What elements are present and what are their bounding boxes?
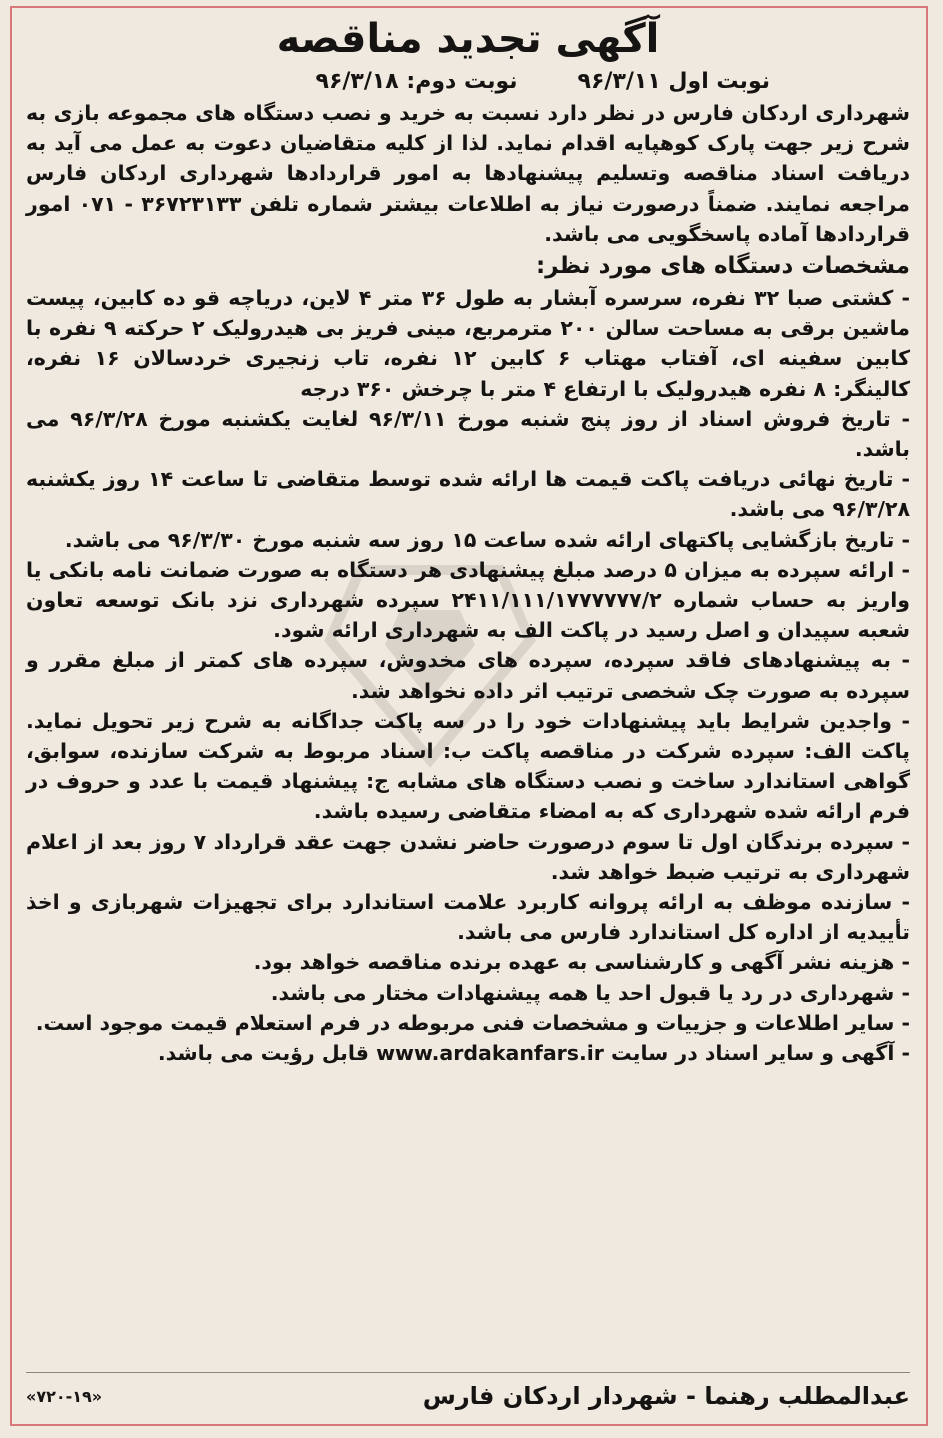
spec-heading: مشخصات دستگاه های مورد نظر: [536,253,910,280]
footer-divider [26,1372,910,1373]
list-item: - آگهی و سایر اسناد در سایت www.ardakanfars.ir قابل رؤیت می باشد. [157,1041,910,1066]
list-item: - ارائه سپرده به میزان ۵ درصد مبلغ پیشنهادی هر دستگاه به صورت ضمانت نامه بانکی یا واریز به حساب شماره ۲۴۱۱/۱۱۱/۱۷۷۷۷۷۷/۲ سپرده شهرداری نزد بانک توسعه تعاون شعبه سپیدان و اصل رسید در پاکت الف به شهرداری ارائه شود. [26,557,911,643]
list-item: - سازنده موظف به ارائه پروانه کاربرد علامت استاندارد برای تجهیزات شهربازی و اخذ تأییدیه از اداره کل استاندارد فارس می باشد. [26,890,910,945]
reference-code: «۷۲۰-۱۹» [26,1386,103,1406]
list-item: - هزینه نشر آگهی و کارشناسی به عهده برنده مناقصه خواهد بود. [253,950,910,975]
list-item: - به پیشنهادهای فاقد سپرده، سپرده های مخدوش، سپرده های کمتر از مبلغ مقرر و سپرده به صورت چک شخصی ترتیب اثر داده نخواهد شد. [26,648,910,703]
list-item: - سایر اطلاعات و جزییات و مشخصات فنی مربوطه در فرم استعلام قیمت موجود است. [35,1010,910,1035]
notice-title: آگهی تجدید مناقصه [276,16,660,62]
first-round-date: نوبت اول ۹۶/۳/۱۱ [577,69,770,94]
second-round-date: نوبت دوم: ۹۶/۳/۱۸ [315,69,518,94]
notice-body [26,12,910,1068]
list-item: - واجدین شرایط باید پیشنهادات خود را در سه پاکت جداگانه به شرح زیر تحویل نماید. پاکت الف: سپرده شرکت در مناقصه پاکت ب: اسناد مربوط به شرکت سازنده، سوابق، گواهی استاندارد ساخت و نصب دستگاه های مشابه ج: پیشنهاد قیمت با عدد و حروف در فرم ارائه شده شهرداری که به امضاء متقاضی رسیده باشد. [26,708,910,824]
list-item: - تاریخ فروش اسناد از روز پنج شنبه مورخ ۹۶/۳/۱۱ لغایت یکشنبه مورخ ۹۶/۳/۲۸ می باشد. [26,406,910,462]
publication-dates [26,66,770,98]
list-item: - کشتی صبا ۳۲ نفره، سرسره آبشار به طول ۳۶ متر ۴ لاین، دریاچه قو ده کابین، پیست ماشین برقی به مساحت سالن ۲۰۰ مترمربع، مینی فریز بی هیدرولیک ۲ حرکته ۹ نفره با کابین سفینه ای، آفتاب مهتاب ۶ کابین ۱۲ نفره، تاب زنجیری خردسالان ۱۶ نفره، کالینگر: ۸ نفره هیدرولیک با ارتفاع ۴ متر با چرخش ۳۶۰ درجه [26,286,911,401]
notice-footer [26,1382,910,1410]
list-item: - تاریخ بازگشایی پاکتهای ارائه شده ساعت ۱۵ روز سه شنبه مورخ ۹۶/۳/۳۰ می باشد. [64,527,910,552]
intro-paragraph: شهرداری اردکان فارس در نظر دارد نسبت به خرید و نصب دستگاه های مجموعه بازی به شرح زیر جهت پارک کوهپایه اقدام نماید. لذا از کلیه متقاضیان دعوت به عمل می آید به دریافت اسناد مناقصه وتسلیم پیشنهادها به امور قراردادها شهرداری اردکان فارس مراجعه نمایند. ضمناً درصورت نیاز به اطلاعات بیشتر شماره تلفن ۳۶۷۲۳۱۳۳ - ۰۷۱ امور قراردادها آماده پاسخگویی می باشد. [26,101,910,246]
list-item: - شهرداری در رد یا قبول احد یا همه پیشنهادات مختار می باشد. [270,980,910,1005]
list-item: - سپرده برندگان اول تا سوم درصورت حاضر نشدن جهت عقد قرارداد ۷ روز بعد از اعلام شهرداری به ترتیب ضبط خواهد شد. [26,829,910,884]
list-item: - تاریخ نهائی دریافت پاکت قیمت ها ارائه شده توسط متقاضی تا ساعت ۱۴ روز یکشنبه ۹۶/۳/۲۸ می باشد. [26,467,910,522]
signature: عبدالمطلب رهنما - شهردار اردکان فارس [422,1382,910,1410]
conditions-list [26,283,910,1068]
